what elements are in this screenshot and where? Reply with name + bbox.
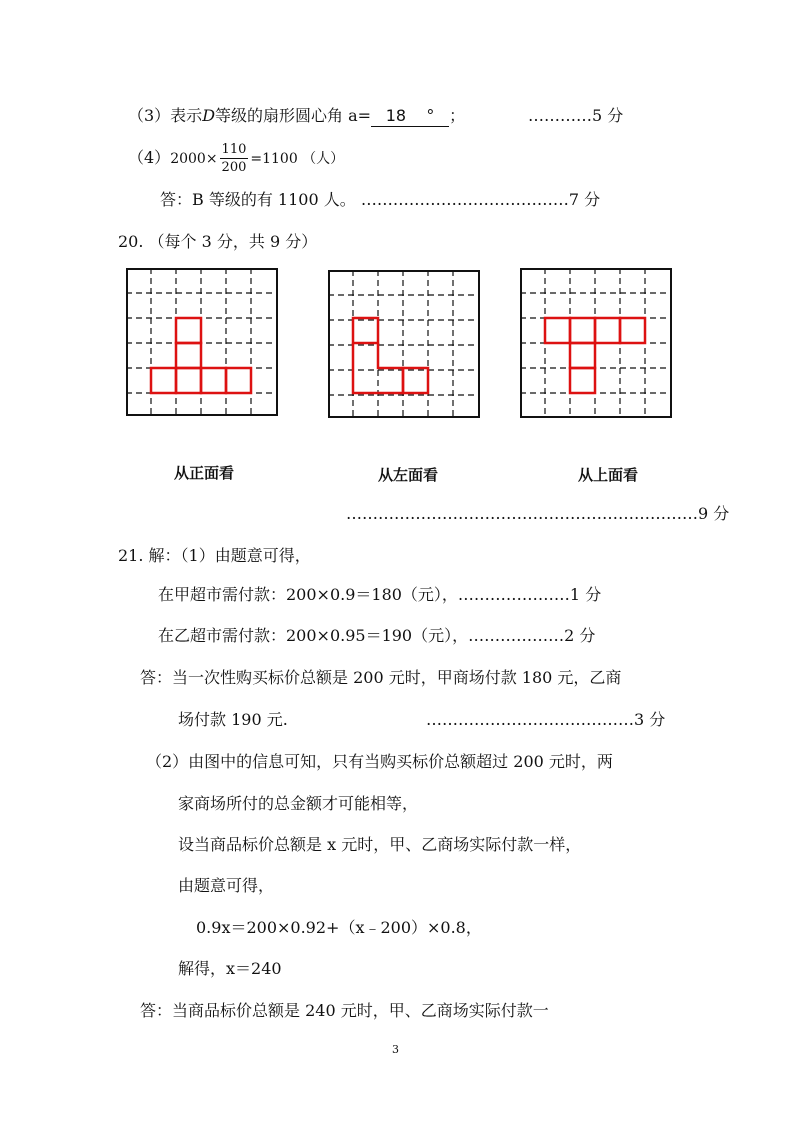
q20-title: 20. （每个 3 分，共 9 分） [118,232,318,251]
q21-part2-line2: 家商场所付的总金额才可能相等， [178,794,419,813]
q21-answer1-cont: 场付款 190 元. [178,710,288,729]
q19-part3-score: …………5 分 [528,106,624,125]
q20-score: …………………………………………………………9 分 [346,504,730,523]
top-view-grid [520,268,674,420]
left-view-grid [328,270,482,420]
q21-part2-line3: 设当商品标价总额是 x 元时，甲、乙商场实际付款一样， [178,835,582,854]
q21-answer2: 答：当商品标价总额是 240 元时，甲、乙商场实际付款一 [140,1001,549,1020]
q21-line1: 在甲超市需付款：200×0.9＝180（元），…………………1 分 [158,585,602,604]
q19-answer: 答：B 等级的有 1100 人。 …………………………………7 分 [160,190,601,209]
front-view-grid [126,268,280,418]
q21-part2-line1: （2）由图中的信息可知，只有当购买标价总额超过 200 元时，两 [146,752,613,771]
q21-intro: 21. 解：（1）由题意可得， [118,546,311,565]
q21-equation: 0.9x＝200×0.92+（x﹣200）×0.8， [196,918,482,937]
answer-blank: 18 ° [371,106,449,127]
caption-front-view: 从正面看 [174,464,235,482]
q21-solution: 解得，x＝240 [178,959,282,978]
q19-part3: （3）表示D等级的扇形圆心角 a= 18 ° ； [128,106,466,125]
fraction: $\frac{110}{200}$ [221,142,247,175]
page-number: 3 [392,1043,399,1056]
q21-line2: 在乙超市需付款：200×0.95＝190（元），………………2 分 [158,626,596,645]
caption-left-view: 从左面看 [378,466,439,484]
q21-part2-line4: 由题意可得， [178,876,275,895]
q21-answer1-score: …………………………………3 分 [426,710,666,729]
q21-answer1: 答：当一次性购买标价总额是 200 元时，甲商场付款 180 元，乙商 [140,668,622,687]
q19-part4: （4）2000× $\frac{110}{200}$ =1100 （人） [128,142,345,175]
var-d: D [202,106,216,125]
caption-top-view: 从上面看 [578,466,639,484]
